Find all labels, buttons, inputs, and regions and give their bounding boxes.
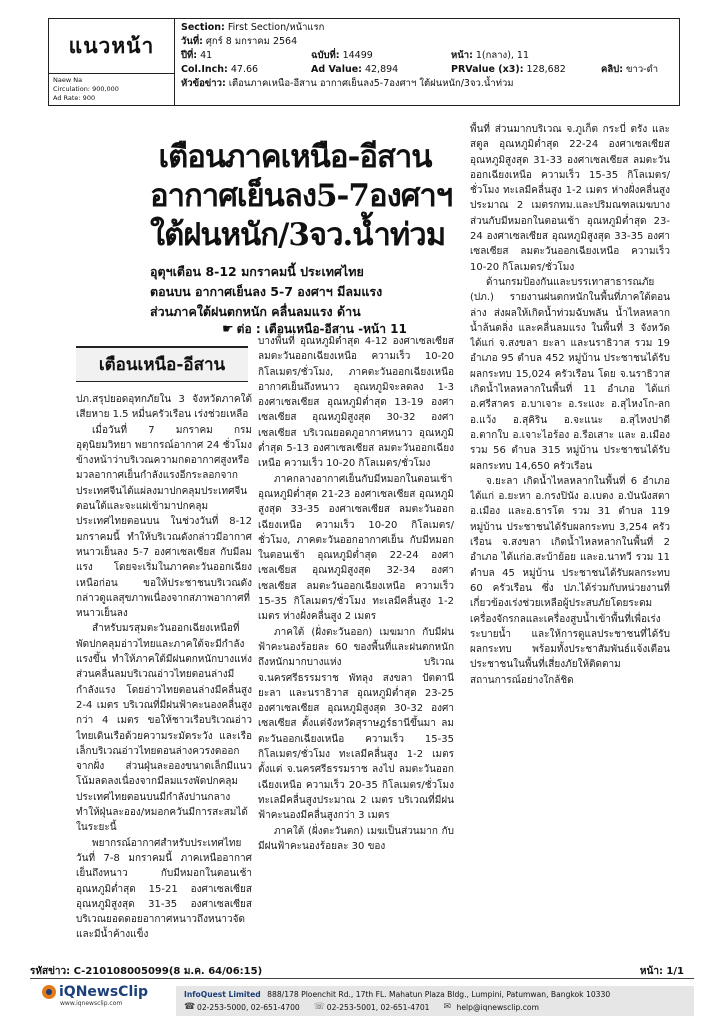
headline-line: อากาศเย็นลง5-7องศาฯ: [150, 178, 453, 214]
logo-url: www.iqnewsclip.com: [60, 1000, 123, 1007]
publication-box: [49, 19, 175, 105]
headline-value: เตือนภาคเหนือ-อีสาน อากาศเย็นลง5-7องศาฯ ใต้ฝนหนัก/3จว.น้ำท่วม: [228, 78, 514, 89]
email-icon: ✉: [443, 1002, 452, 1012]
colinch-value: 47.66: [230, 64, 259, 75]
publication-english-name: Naew Na: [53, 76, 83, 84]
publication-name: แนวหน้า: [49, 19, 174, 74]
advalue-value: 42,894: [364, 64, 399, 75]
news-id: รหัสข่าว: C-210108005099(8 ม.ค. 64/06:15): [30, 966, 263, 977]
article-paragraph: จ.ยะลา เกิดน้ำไหลหลากในพื้นที่ 6 อำเภอ ได้แก่ อ.ยะหา อ.กรงปินัง อ.เบตง อ.บันนังสตา อ.เมือง และอ.ธารโต รวม 31 ตำบล 119 หมู่บ้าน ประชาชนได้รับผลกระทบ 3,254 ครัวเรือน จ.สงขลา เกิดน้ำไหลหลากในพื้นที่ 2 อำเภอ ได้แก่อ.สะบ้าย้อย และอ.นาทวี รวม 11 ตำบล 45 หมู่บ้าน ประชาชนได้รับผลกระทบ 60 ครัวเรือน ซึ่ง ปภ.ได้ร่วมกับหน่วยงานที่เกี่ยวข้องเร่งช่วยเหลือผู้ประสบภัยโดยระดมเครื่องจักรกลและเครื่องสูบน้ำเข้าพื้นที่เพื่อเร่งระบายน้ำ และให้การดูแลประชาชนที่ได้รับผลกระทบ พร้อมทั้งประชาสัมพันธ์แจ้งเตือนประชาชนในพื้นที่เสี่ยงภัยให้ติดตามสถานการณ์อย่างใกล้ชิด: [470, 475, 670, 686]
fax-icon: ☏: [313, 1002, 326, 1012]
date-label: วันที่:: [181, 36, 203, 47]
advalue-label: Ad Value:: [311, 64, 362, 75]
headline-label: หัวข้อข่าว:: [181, 78, 226, 89]
article-headline: [150, 138, 453, 255]
colinch-label: Col.Inch:: [181, 64, 228, 75]
fax-numbers: 02-253-5001, 02-651-4701: [326, 1003, 430, 1012]
article-paragraph: ภาคกลางอากาศเย็นกับมีหมอกในตอนเช้า อุณหภูมิต่ำสุด 21-23 องศาเซลเซียส อุณหภูมิสูงสุด 33-35 องศาเซลเซียส ลมตะวันออกเฉียงเหนือ ความเร็ว 10-20 กิโลเมตร/ชั่วโมง, ภาคตะวันออกอากาศเย็น กับมีหมอกในตอนเช้า อุณหภูมิต่ำสุด 22-24 องศาเซลเซียส อุณหภูมิสูงสุด 32-34 องศาเซลเซียส ลมตะวันออกเฉียงเหนือ ความเร็ว 15-35 กิโลเมตร/ชั่วโมง ทะเลมีคลื่นสูง 1-2 เมตร ห่างฝั่งคลื่นสูง 2 เมตร: [258, 473, 454, 623]
publication-circulation: Circulation: 900,000: [53, 85, 119, 93]
subheadline-line: อุตุฯเตือน 8-12 มกราคมนี้ ประเทศไทย: [150, 264, 364, 279]
continuation-text: ต่อ : เตือนเหนือ-อีสาน -หน้า 11: [236, 322, 407, 336]
article-paragraph: พื้นที่ ส่วนมากบริเวณ จ.ภูเก็ต กระบี่ ตรัง และสตูล อุณหภูมิต่ำสุด 22-24 องศาเซลเซียส อุณหภูมิสูงสุด 31-33 องศาเซลเซียส ลมตะวันออกเฉียงเหนือ ความเร็ว 15-35 กิโลเมตร/ชั่วโมง ทะเลมีคลื่นสูง 1-2 เมตร ห่างฝั่งคลื่นสูงประมาณ 2 เมตรกทม.และปริมณฑลเมฆบางส่วนกับมีหมอกในตอนเช้า อุณหภูมิต่ำสุด 23-24 องศาเซลเซียส อุณหภูมิสูงสุด 33-35 องศาเซลเซียส ลมตะวันออกเฉียงเหนือ ความเร็ว 10-20 กิโลเมตร/ชั่วโมง: [470, 124, 670, 273]
year-value: 41: [200, 50, 213, 61]
article-paragraph: ภาคใต้ (ฝั่งตะวันออก) เมฆมาก กับมีฝนฟ้าคะนองร้อยละ 60 ของพื้นที่และฝนตกหนักถึงหนักมากบางแห่ง บริเวณ จ.นครศรีธรรมราช พัทลุง สงขลา ปัตตานี ยะลา และนราธิวาส อุณหภูมิต่ำสุด 23-25 องศาเซลเซียส อุณหภูมิสูงสุด 30-32 องศาเซลเซียส ตั้งแต่จังหวัดสุราษฎร์ธานีขึ้นมา ลมตะวันออกเฉียงเหนือ ความเร็ว 15-35 กิโลเมตร/ชั่วโมง ทะเลมีคลื่นสูง 1-2 เมตร ตั้งแต่ จ.นครศรีธรรมราช ลงไป ลมตะวันออกเฉียงเหนือ ความเร็ว 20-35 กิโลเมตร/ชั่วโมง ทะเลมีคลื่นสูงประมาณ 2 เมตร บริเวณที่มีฝนฟ้าคะนองมีคลื่นสูงกว่า 3 เมตร: [258, 626, 454, 822]
section-row: [181, 21, 673, 35]
subheadline-line: ส่วนภาคใต้ฝนตกหนัก คลื่นลมแรง ด้าน: [150, 304, 361, 319]
issue-value: 14499: [342, 50, 373, 61]
date-row: [181, 35, 673, 49]
company-address: 888/178 Ploenchit Rd., 17th FL. Mahatun Plaza Bldg., Lumpini, Patumwan, Bangkok 10330: [267, 990, 611, 999]
page-info: หน้า: 1/1: [639, 966, 684, 977]
clip-value: ขาว-ดำ: [626, 64, 659, 75]
pointing-hand-icon: ☛: [222, 322, 234, 337]
phone-numbers: 02-253-5000, 02-651-4700: [197, 1003, 300, 1012]
article-column-1: [76, 392, 252, 977]
clip-label: คลิป:: [601, 64, 624, 75]
publication-meta: [49, 74, 174, 105]
clipping-header: [48, 18, 680, 106]
article-paragraph: ปภ.สรุปยอดอุทกภัยใน 3 จังหวัดภาคใต้ เสียหาย 1.5 หมื่นครัวเรือน เร่งช่วยเหลือ: [76, 394, 252, 421]
section-value: First Section/หน้าแรก: [227, 22, 325, 33]
publication-ad-rate: Ad Rate: 900: [53, 94, 96, 102]
logo-text: iQNewsClip: [59, 984, 149, 1000]
phone-icon: ☎: [184, 1002, 196, 1012]
article-paragraph: พยากรณ์อากาศสำหรับประเทศไทย วันที่ 7-8 มกราคมนี้ ภาคเหนืออากาศเย็นถึงหนาว กับมีหมอกในตอนเช้า อุณหภูมิต่ำสุด 15-21 องศาเซลเซียส อุณหภูมิสูงสุด 31-35 องศาเซลเซียส บริเวณยอดดอยอากาศหนาวถึงหนาวจัด และมีน้ำค้างแข็ง: [76, 837, 252, 941]
headline-line: ใต้ฝนหนัก/3จว.น้ำท่วม: [150, 217, 446, 253]
article-paragraph: บางพื้นที่ อุณหภูมิต่ำสุด 4-12 องศาเซลเซียส ลมตะวันออกเฉียงเหนือ ความเร็ว 10-20 กิโลเมตร/ชั่วโมง, ภาคตะวันออกเฉียงเหนือ อากาศเย็นถึงหนาว อุณหภูมิจะลดลง 1-3 องศาเซลเซียส อุณหภูมิต่ำสุด 13-19 องศาเซลเซียส อุณหภูมิสูงสุด 30-32 องศาเซลเซียส บริเวณยอดภูอากาศหนาว อุณหภูมิต่ำสุด 5-13 องศาเซลเซียส ลมตะวันออกเฉียงเหนือ ความเร็ว 10-20 กิโลเมตร/ชั่วโมง: [258, 336, 454, 470]
value-row: [181, 63, 673, 77]
email-address[interactable]: help@iqnewsclip.com: [456, 1003, 539, 1012]
article-column-2: [258, 334, 454, 977]
prvalue-label: PRValue (x3):: [451, 64, 524, 75]
subheadline-line: ตอนบน อากาศเย็นลง 5-7 องศาฯ มีลมแรง: [150, 284, 383, 299]
issue-row: [181, 49, 673, 63]
date-value: ศุกร์ 8 มกราคม 2564: [205, 36, 298, 47]
contact-bar: [176, 986, 694, 1016]
company-name: InfoQuest Limited: [184, 990, 261, 999]
issue-label: ฉบับที่:: [311, 50, 340, 61]
page-label: หน้า:: [451, 50, 473, 61]
section-heading: เตือนเหนือ-อีสาน: [76, 346, 248, 382]
iqnewsclip-logo-icon: [42, 985, 56, 999]
article-paragraph: สำหรับมรสุมตะวันออกเฉียงเหนือที่พัดปกคลุมอ่าวไทยและภาคใต้จะมีกำลังแรงขึ้น ทำให้ภาคใต้มีฝนตกหนักบางแห่ง ส่วนคลื่นลมบริเวณอ่าวไทยตอนล่างมีกำลังแรง โดยอ่าวไทยตอนล่างมีคลื่นสูง 2-4 เมตร บริเวณที่มีฝนฟ้าคะนองคลื่นสูงกว่า 4 เมตร ขอให้ชาวเรือบริเวณอ่าวไทยเดินเรือด้วยความระมัดระวัง และเรือเล็กบริเวณอ่าวไทยตอนล่างควรงดออกจากฝั่ง ส่วนฝุ่นละอองขนาดเล็กมีแนวโน้มลดลงเนื่องจากมีลมแรงพัดปกคลุมประเทศไทยตอนบนมีกำลังปานกลาง ทำให้ฝุ่นละออง/หมอกควันมีการสะสมได้ในระยะนี้: [76, 623, 252, 834]
article-paragraph: เมื่อวันที่ 7 มกราคม กรมอุตุนิยมวิทยา พยากรณ์อากาศ 24 ชั่วโมงข้างหน้าว่าบริเวณความกดอากาศสูงหรือมวลอากาศเย็นกำลังแรงอีกระลอกจากประเทศจีนได้แผ่ลงมาปกคลุมประเทศจีนตอนใต้และจะแผ่เข้ามาปกคลุมประเทศไทยตอนบน ในช่วงวันที่ 8-12 มกราคมนี้ ทำให้บริเวณดังกล่าวมีอากาศหนาวเย็นลง 5-7 องศาเซลเซียส กับมีลมแรง โดยจะเริ่มในภาคตะวันออกเฉียงเหนือก่อน ขอให้ประชาชนบริเวณดังกล่าวดูแลสุขภาพเนื่องจากสภาพอากาศที่หนาวเย็นลง: [76, 424, 252, 620]
article-paragraph: ภาคใต้ (ฝั่งตะวันตก) เมฆเป็นส่วนมาก กับมีฝนฟ้าคะนองร้อยละ 30 ของ: [258, 825, 454, 852]
article-subheadline: [150, 262, 450, 322]
article-column-3: [470, 122, 670, 977]
footer-divider: [30, 978, 694, 979]
prvalue-value: 128,682: [526, 64, 566, 75]
article-paragraph: ด้านกรมป้องกันและบรรเทาสาธารณภัย (ปภ.) รายงานฝนตกหนักในพื้นที่ภาคใต้ตอนล่าง ส่งผลให้เกิดน้ำท่วมฉับพลัน น้ำไหลหลากน้ำล้นตลิ่ง และคลื่นลมแรง ในพื้นที่ 3 จังหวัด ได้แก่ จ.สงขลา ยะลา และนราธิวาส รวม 19 อำเภอ 95 ตำบล 452 หมู่บ้าน ประชาชนได้รับผลกระทบ 15,024 ครัวเรือน โดย จ.นราธิวาส เกิดน้ำไหลหลากในพื้นที่ 11 อำเภอ ได้แก่อ.ศรีสาคร อ.บาเจาะ อ.ระแงะ อ.สุไหงโก-ลก อ.แว้ง อ.สุคิริน อ.จะแนะ อ.สุไหงปาดี อ.ตากใบ อ.เจาะไอร้อง อ.รือเสาะ และ อ.เมือง รวม 56 ตำบล 315 หมู่บ้าน ประชาชนได้รับผลกระทบ 14,650 ครัวเรือน: [470, 276, 670, 472]
iqnewsclip-logo: [42, 984, 148, 1007]
year-label: ปีที่:: [181, 50, 198, 61]
section-label: Section:: [181, 22, 225, 33]
clipping-metadata: [175, 19, 679, 105]
headline-line: เตือนภาคเหนือ-อีสาน: [158, 139, 432, 175]
headline-row: [181, 77, 673, 91]
page-value: 1(กลาง), 11: [475, 50, 530, 61]
